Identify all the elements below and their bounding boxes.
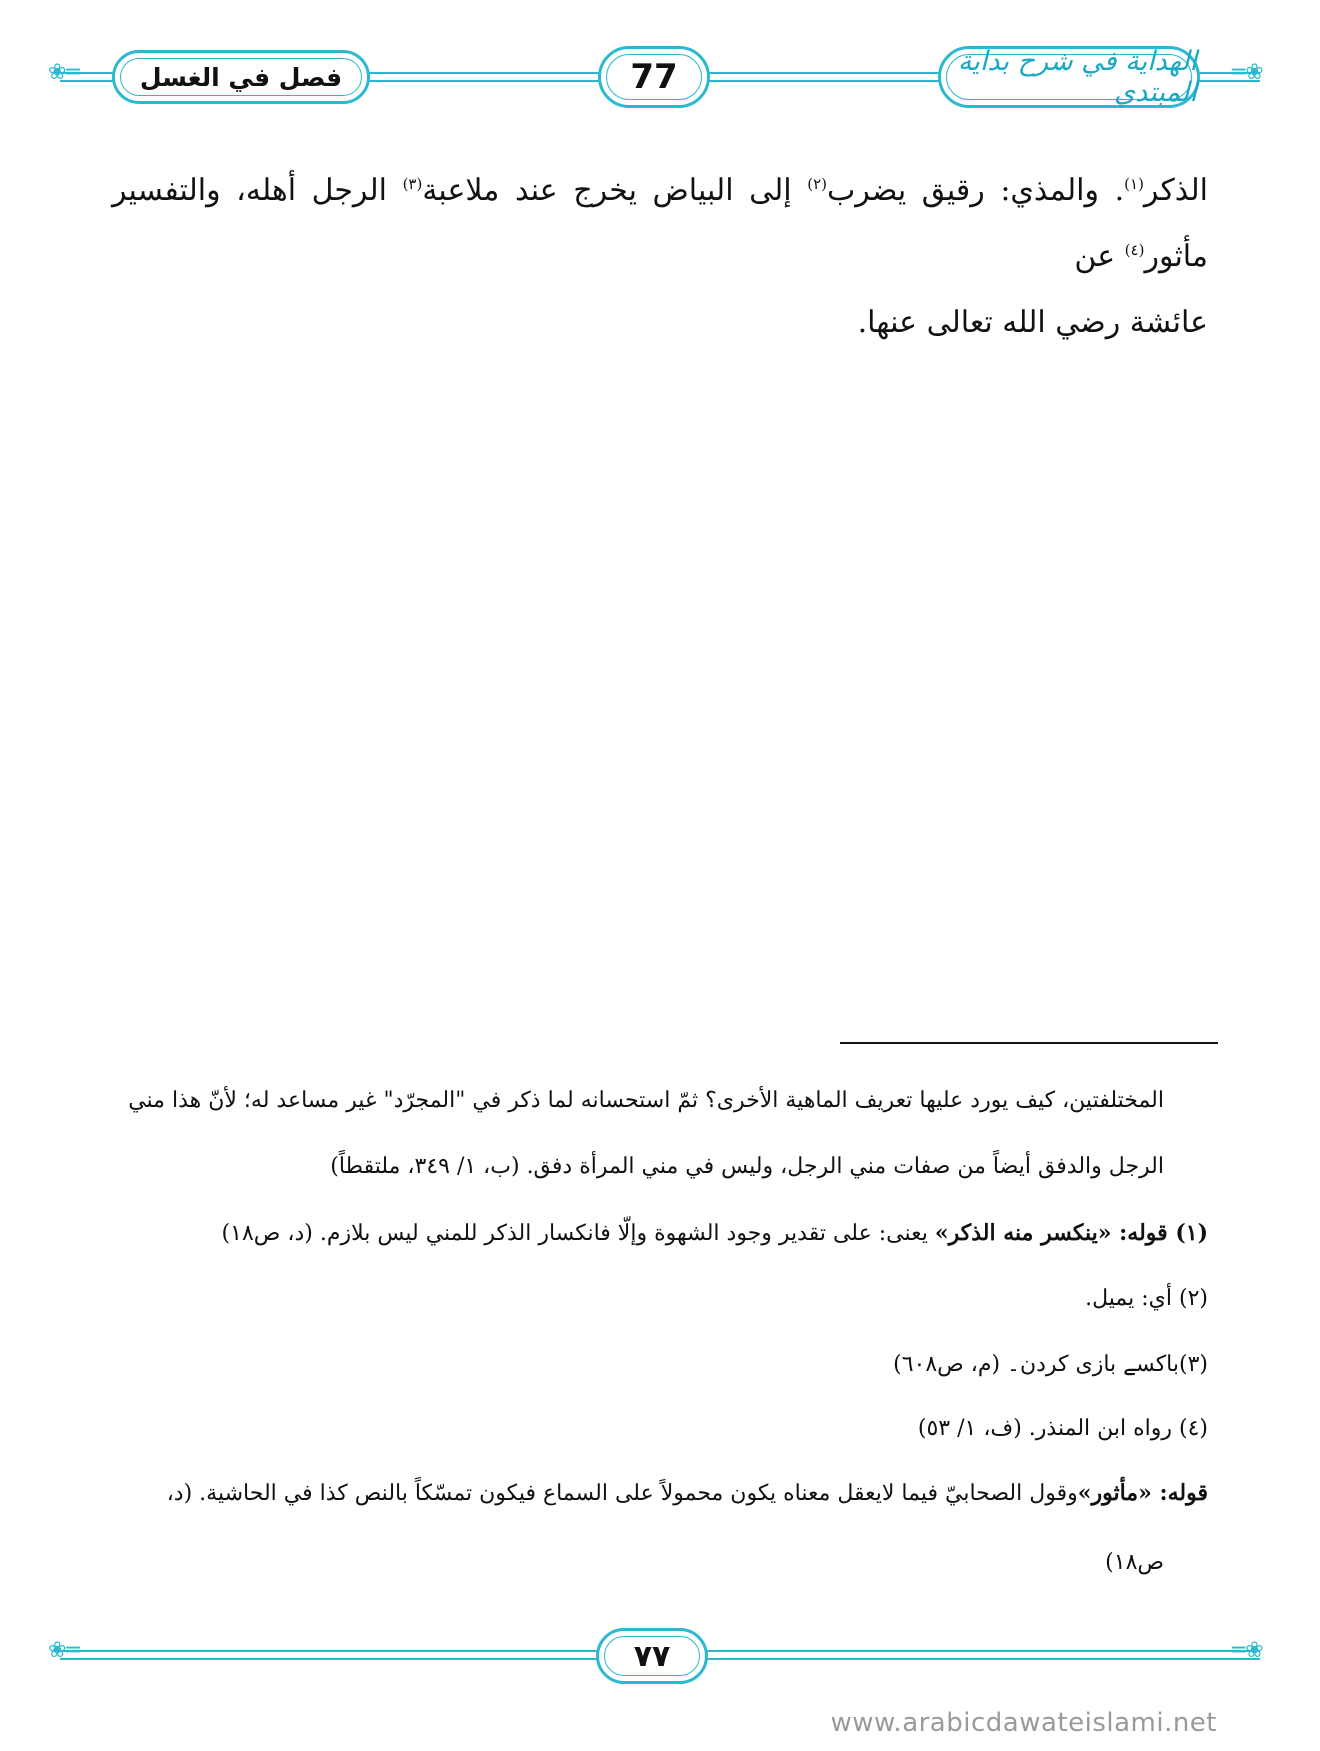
footnote-5-continuation: ص١٨) <box>1105 1550 1164 1575</box>
footer-page-number: ٧٧ <box>633 1638 671 1674</box>
chapter-title-box <box>112 50 370 104</box>
chapter-title: فصل في الغسل <box>139 62 343 92</box>
ornament-right-icon: ═❀ <box>1232 60 1264 85</box>
footnote-5: قوله: «مأثور»وقول الصحابيّ فيما لايعقل معناه يكون محمولاً على السماع فيكون تمسّكاً بالنص كذا في الحاشية. (د، <box>166 1480 1208 1506</box>
footnote-3: (٣)باکسے بازی کردن۔ (م، ص٦٠٨) <box>893 1352 1208 1377</box>
footnote-separator <box>840 1042 1218 1044</box>
footnote-ref-1: (۱) <box>1124 175 1144 193</box>
footnote-1: (١) قوله: «ينكسر منه الذكر» يعنى: على تقدير وجود الشهوة وإلّا فانكسار الذكر للمني ليس بلازم. (د، ص١٨) <box>221 1220 1208 1246</box>
book-title: الهداية في شرح بداية المبتدي <box>957 46 1197 108</box>
footnote-1-label: (١) قوله: «ينكسر منه الذكر» <box>934 1220 1208 1246</box>
header-page-number-box <box>598 46 710 108</box>
footnote-2: (٢) أي: يميل. <box>1085 1286 1208 1311</box>
footer-ornament-right-icon: ═❀ <box>1232 1638 1264 1663</box>
main-text-line-1: الذكر$^{(۱)}$. والمذي: رقيق يضرب$^{(۲)}$ إلى البياض يخرج عند ملاعبة$^{(۳)}$ الرجل أهله، والتفسير مأثور$^{(٤)}$ عن <box>112 173 1208 274</box>
book-title-box <box>938 46 1200 108</box>
main-text <box>112 158 1208 356</box>
footnote-ref-3: (۳) <box>402 175 423 193</box>
main-text-line-2: عائشة رضي الله تعالى عنها. <box>857 305 1208 340</box>
website-url: www.arabicdawateislami.net <box>830 1708 1217 1738</box>
footer-ornament-left-icon: ❀═ <box>48 1638 80 1663</box>
footnote-ref-4: (٤) <box>1124 241 1145 259</box>
footer-page-number-box <box>596 1628 708 1684</box>
footnote-5-label: قوله: «مأثور» <box>1077 1480 1208 1506</box>
footnote-4: (٤) رواه ابن المنذر. (ف، ١/ ٥٣) <box>917 1416 1208 1441</box>
footnote-continuation-2: الرجل والدفق أيضاً من صفات مني الرجل، وليس في مني المرأة دفق. (ب، ١/ ٣٤٩، ملتقطاً) <box>330 1154 1164 1179</box>
header-page-number: 77 <box>630 57 678 97</box>
footnote-ref-2: (۲) <box>807 175 828 193</box>
footnote-continuation-1: المختلفتين، كيف يورد عليها تعريف الماهية الأخرى؟ ثمّ استحسانه لما ذكر في "المجرّد" غير مساعد له؛ لأنّ هذا مني <box>128 1088 1164 1113</box>
ornament-left-icon: ❀═ <box>48 60 80 85</box>
